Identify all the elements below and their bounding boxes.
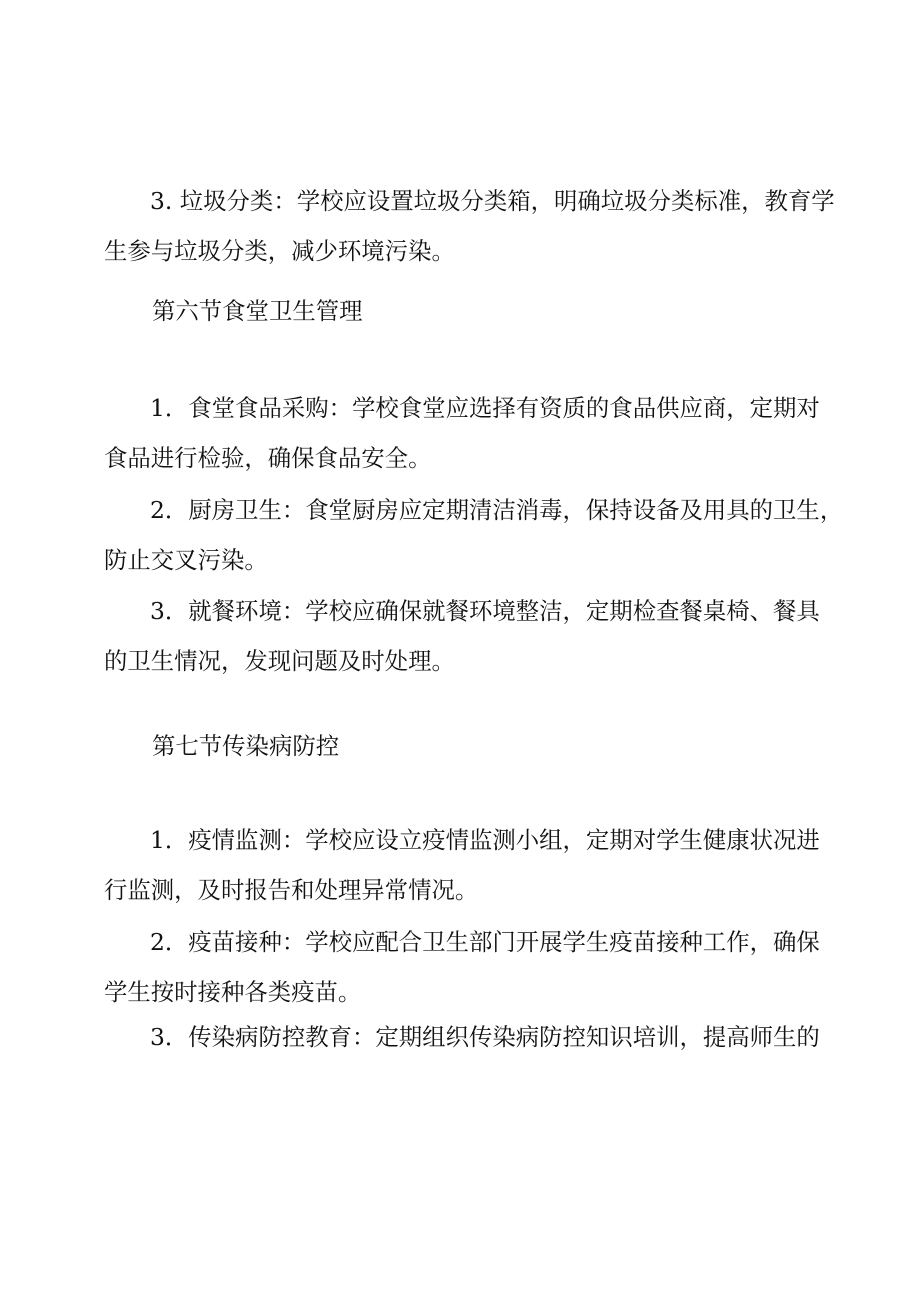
paragraph-line: 3．传染病防控教育：定期组织传染病防控知识培训，提高师生的 (150, 1023, 820, 1051)
paragraph-line: 防止交叉污染。 (104, 546, 268, 574)
section-heading-disease-control: 第七节传染病防控 (152, 732, 340, 760)
waste-sorting-item (104, 176, 835, 276)
paragraph-line: 行监测，及时报告和处理异常情况。 (104, 876, 479, 904)
canteen-item-3 (104, 586, 826, 686)
disease-item-3 (104, 1012, 826, 1062)
paragraph-line: 的卫生情况，发现问题及时处理。 (104, 647, 455, 675)
section-heading-canteen: 第六节食堂卫生管理 (152, 297, 363, 325)
disease-item-2 (104, 917, 826, 1017)
paragraph-line: 学生按时接种各类疫苗。 (104, 978, 362, 1006)
paragraph-line: 2．疫苗接种：学校应配合卫生部门开展学生疫苗接种工作，确保 (150, 928, 820, 956)
canteen-item-1 (104, 383, 826, 483)
canteen-item-2 (104, 485, 844, 585)
disease-item-1 (104, 815, 826, 915)
paragraph-line: 3. 垃圾分类：学校应设置垃圾分类箱，明确垃圾分类标准，教育学 (150, 187, 835, 215)
paragraph-line: 食品进行检验，确保食品安全。 (104, 444, 432, 472)
paragraph-line: 生参与垃圾分类，减少环境污染。 (104, 237, 455, 265)
paragraph-line: 3．就餐环境：学校应确保就餐环境整洁，定期检查餐桌椅、餐具 (150, 597, 820, 625)
paragraph-line: 1．疫情监测：学校应设立疫情监测小组，定期对学生健康状况进 (150, 826, 820, 854)
paragraph-line: 2．厨房卫生：食堂厨房应定期清洁消毒，保持设备及用具的卫生， (150, 496, 844, 524)
paragraph-line: 1．食堂食品采购：学校食堂应选择有资质的食品供应商，定期对 (150, 394, 820, 422)
